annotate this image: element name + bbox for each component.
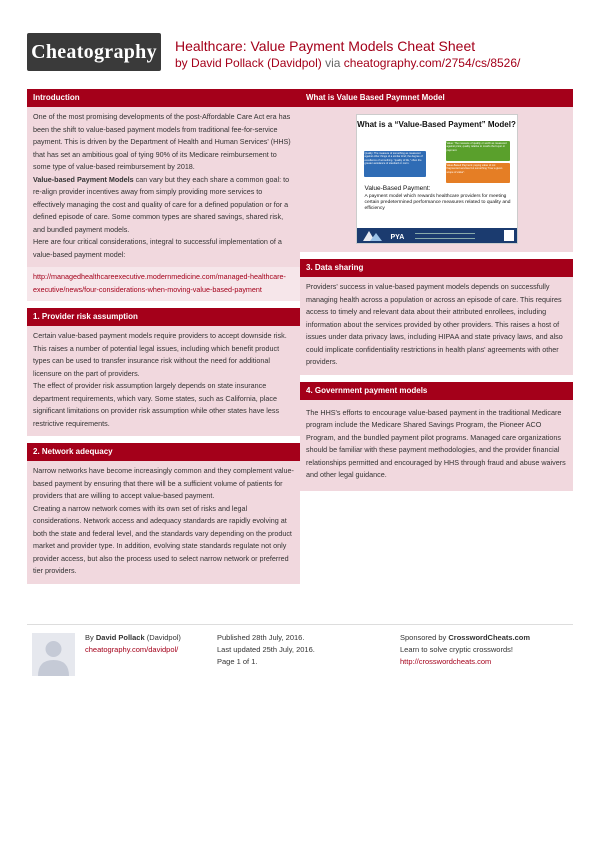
avatar-person-icon: [32, 633, 75, 676]
slide-corner-logo-icon: [504, 230, 514, 241]
intro-bold-term: Value-based Payment Models: [33, 174, 134, 184]
data-sharing-section: [300, 259, 573, 375]
slide-description: A payment model which rewards healthcare providers for meeting certain predetermined performance measures related to quality and efficiency: [364, 194, 511, 211]
intro-paragraph-2-text: can vary but they each share a common goal: to re-align provider incentives away from simply providing more services to effectively managing the cost and quality of care for a defined population or for a defined episode of care. Some common types are shared savings, shared risk, and bundled payment models.: [33, 174, 290, 234]
footer-sponsored-by: Sponsored by: [400, 633, 449, 642]
intro-paragraph-3: Here are four critical considerations, integral to successful implementation of a value-based payment model:: [33, 237, 282, 259]
footer-by: By: [85, 633, 94, 642]
pya-logo-icon: [363, 231, 389, 241]
introduction-body: [27, 107, 300, 267]
slide-wrapper: [300, 107, 573, 252]
footer-sponsor-line: [400, 632, 530, 644]
sheet-url-link[interactable]: cheatography.com/2754/cs/8526/: [343, 56, 521, 70]
footer-publication-info: [217, 632, 315, 668]
provider-risk-section: [27, 308, 300, 436]
provider-risk-body: [27, 326, 300, 436]
what-is-section: [300, 89, 573, 252]
network-paragraph-2: Creating a narrow network comes with its own set of risks and legal considerations. Network access and adequacy standards are rapidly evolving at both the state and federal level, and the standards vary depending on the product market and provider type. In addition, evolving state standards regulate not only provider access, but also the process used to select narrow network or preferred tier providers.: [33, 503, 292, 575]
provider-risk-heading: 1. Provider risk assumption: [27, 308, 300, 326]
page-footer: [27, 624, 573, 666]
footer-page: Page 1 of 1.: [217, 657, 258, 666]
intro-paragraph-1: One of the most promising developments of the post-Affordable Care Act era has been the shift to value-based payment models from traditional fee-for-service payment. This is driven by the Department of Health and Human Services' (HHS) that has set an ambitious goal of tying 90% of its Medicare reimbursement to some type of value-based reimbursement by 2018.: [33, 112, 291, 171]
cheatography-logo[interactable]: Cheatography: [27, 33, 161, 71]
left-column: [27, 89, 300, 591]
network-adequacy-heading: 2. Network adequacy: [27, 443, 300, 461]
footer-author: [85, 632, 181, 656]
slide-footer-bar: [357, 228, 517, 243]
government-models-section: [300, 382, 573, 491]
government-models-paragraph: The HHS's efforts to encourage value-based payment in the traditional Medicare program include the Medicare Shared Savings Program, the Pioneer ACO Program, and the bundled payment pilot programs. Managed care organizations should be familiar with these payment methodologies, and the provider financial relationships permitted and encouraged by HHS through fraud and abuse waivers and other legal guidance.: [306, 407, 566, 479]
government-models-heading: 4. Government payment models: [300, 382, 573, 400]
footer-author-line: [85, 632, 181, 644]
provider-risk-paragraph-2: The effect of provider risk assumption largely depends on state insurance department requirements, which vary. Some states, such as California, place significant limitations on provider risk assumption while other states have less restrictive requirements.: [33, 381, 280, 428]
intro-paragraph-2: [33, 174, 294, 237]
introduction-section: [27, 89, 300, 301]
network-adequacy-body: [27, 461, 300, 584]
byline: [175, 56, 520, 70]
footer-author-link[interactable]: cheatography.com/davidpol/: [85, 645, 179, 654]
footer-sponsor-link[interactable]: http://crosswordcheats.com: [400, 657, 492, 666]
data-sharing-body: [300, 277, 573, 375]
data-sharing-paragraph: Providers' success in value-based payment models depends on successfully managing health across a population or across an episode of care. This requires access to timely and relevant data about their attributed enrollees, including information about the services provided by other providers. This raises a host of issues under data privacy laws, including HIPAA and state privacy laws, and also could implicate confidentiality restrictions in health plans' agreements with other providers.: [306, 282, 563, 366]
page-header: [0, 0, 600, 86]
slide-payment-box: Value-Based Payment: paying value of not fragmented services but something "how a given scope of value".: [446, 163, 510, 183]
footer-sponsor-tagline: Learn to solve cryptic crosswords!: [400, 645, 513, 654]
what-is-heading: What is Value Based Paymnet Model: [300, 89, 573, 107]
slide-quality-box: Quality: The measure of something as measured against other things of a similar kind; the degree of excellence of something. "quality of life," often the greater avoidance of standard or norm.: [364, 151, 426, 177]
slide-footer-lines: [415, 233, 475, 239]
byline-by: by: [175, 56, 188, 70]
slide-subtitle: Value-Based Payment:: [364, 185, 431, 192]
right-column: [300, 89, 573, 498]
introduction-heading: Introduction: [27, 89, 300, 107]
footer-author-name: David Pollack: [95, 633, 145, 642]
slide-brand: PYA: [390, 234, 405, 241]
footer-published: Published 28th July, 2016.: [217, 633, 305, 642]
slide-title: What is a “Value-Based Payment” Model?: [357, 120, 516, 129]
network-adequacy-section: [27, 443, 300, 584]
footer-updated: Last updated 25th July, 2016.: [217, 645, 315, 654]
author-avatar: [32, 633, 75, 676]
government-models-body: [300, 400, 573, 491]
provider-risk-paragraph-1: Certain value-based payment models require providers to accept downside risk. This raises a number of potential legal issues, including which benefit product types can be used to transfer insurance risk without the need for additional licensure on the part of providers.: [33, 331, 287, 378]
value-based-payment-slide-image: [356, 114, 518, 244]
intro-link-block: [27, 267, 300, 301]
footer-author-handle: (Davidpol): [144, 633, 181, 642]
network-paragraph-1: Narrow networks have become increasingly common and they complement value-based payment by ensuring that there will be a sufficient volume of patients for providers that are willing to accept value-based payment.: [33, 466, 294, 500]
intro-source-link[interactable]: http://managedhealthcareexecutive.modernmedicine.com/managed-healthcare-executive/news/four-considerations-when-moving-value-based-payment: [33, 272, 286, 294]
page-title: Healthcare: Value Payment Models Cheat Sheet: [175, 38, 476, 54]
data-sharing-heading: 3. Data sharing: [300, 259, 573, 277]
byline-via: via: [325, 56, 341, 70]
author-link[interactable]: David Pollack (Davidpol): [191, 56, 322, 70]
footer-sponsor: [400, 632, 530, 668]
slide-value-box: Value: The measure of quality or worth as measured against price; quality relative to cost/to the buyer or payment.: [446, 141, 510, 161]
footer-sponsor-name: CrosswordCheats.com: [448, 633, 531, 642]
